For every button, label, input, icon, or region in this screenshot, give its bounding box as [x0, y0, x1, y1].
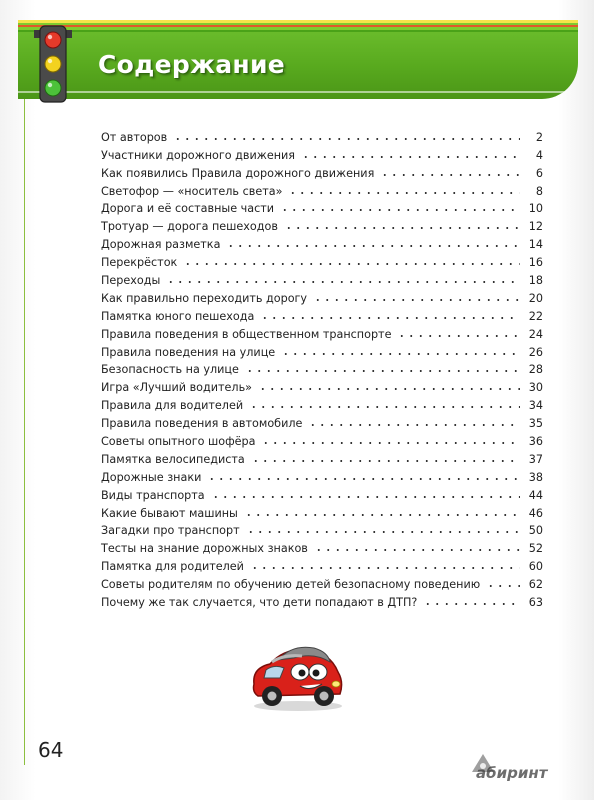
toc-entry-title: Какие бывают машины: [101, 506, 238, 520]
watermark-text: абиринт: [476, 764, 548, 782]
toc-leader-dots: [260, 310, 520, 320]
toc-leader-dots: [280, 202, 520, 212]
toc-entry-page: 34: [528, 399, 543, 413]
toc-leader-dots: [397, 328, 520, 338]
toc-entry-title: Переходы: [101, 274, 161, 288]
toc-leader-dots: [245, 363, 520, 373]
toc-entry-page: 62: [528, 578, 543, 592]
toc-leader-dots: [380, 167, 520, 177]
toc-leader-dots: [258, 381, 520, 391]
traffic-light-visor-left: [34, 30, 40, 38]
toc-entry-title: Светофор — «носитель света»: [101, 184, 283, 198]
toc-entry: [101, 126, 543, 144]
toc-entry-page: 22: [528, 309, 543, 323]
toc-entry: [101, 502, 543, 520]
toc-leader-dots: [183, 256, 520, 266]
toc-entry-page: 28: [528, 363, 543, 377]
toc-entry: [101, 484, 543, 502]
toc-entry-title: Правила для водителей: [101, 399, 244, 413]
toc-entry-title: Советы опытного шофёра: [101, 435, 256, 449]
toc-entry-title: Перекрёсток: [101, 256, 178, 270]
toc-entry-title: Как появились Правила дорожного движения: [101, 166, 375, 180]
toc-entry: [101, 412, 543, 430]
toc-entry: [101, 198, 543, 216]
traffic-light-red: [45, 32, 61, 48]
toc-entry: [101, 466, 543, 484]
toc-entry: [101, 520, 543, 538]
toc-entry-title: Безопасность на улице: [101, 363, 239, 377]
page-number: 64: [38, 738, 64, 762]
toc-entry-page: 24: [528, 327, 543, 341]
toc-entry-page: 36: [528, 435, 543, 449]
toc-entry-title: Тротуар — дорога пешеходов: [101, 220, 278, 234]
toc-entry-page: 2: [535, 130, 543, 144]
traffic-light-visor-right: [66, 30, 72, 38]
toc-entry-page: 4: [535, 148, 543, 162]
toc-entry: [101, 162, 543, 180]
toc-entry: [101, 233, 543, 251]
toc-leader-dots: [251, 453, 520, 463]
toc-entry-page: 8: [535, 184, 543, 198]
toc-leader-dots: [308, 417, 520, 427]
toc-entry-page: 60: [528, 560, 543, 574]
toc-entry-page: 44: [528, 488, 543, 502]
traffic-light-icon: [32, 24, 74, 106]
toc-entry-title: Почему же так случается, что дети попадают в ДТП?: [101, 596, 418, 610]
toc-leader-dots: [288, 185, 520, 195]
toc-entry-page: 6: [535, 166, 543, 180]
toc-entry: [101, 448, 543, 466]
toc-entry: [101, 180, 543, 198]
toc-entry-page: 26: [528, 345, 543, 359]
toc-entry-page: 63: [528, 596, 543, 610]
toc-entry-page: 52: [528, 542, 543, 556]
toc-entry-page: 18: [528, 274, 543, 288]
toc-entry-page: 14: [528, 238, 543, 252]
toc-leader-dots: [246, 524, 520, 534]
toc-entry: [101, 394, 543, 412]
toc-leader-dots: [207, 471, 520, 481]
toc-entry-title: Виды транспорта: [101, 488, 205, 502]
page-title: Содержание: [98, 50, 286, 79]
toc-entry-title: Памятка для родителей: [101, 560, 244, 574]
toc-entry-title: Игра «Лучший водитель»: [101, 381, 253, 395]
cartoon-car-illustration: [244, 638, 348, 712]
toc-entry: [101, 376, 543, 394]
traffic-light-yellow: [45, 56, 61, 72]
toc-entry-page: 37: [528, 452, 543, 466]
toc-entry-page: 16: [528, 256, 543, 270]
toc-leader-dots: [314, 542, 520, 552]
toc-leader-dots: [423, 596, 520, 606]
toc-entry-title: Дорожные знаки: [101, 470, 202, 484]
table-of-contents: [101, 126, 543, 609]
toc-entry-title: Правила поведения на улице: [101, 345, 276, 359]
toc-leader-dots: [284, 220, 520, 230]
toc-entry-title: Правила поведения в общественном транспорте: [101, 327, 392, 341]
toc-entry-title: Дорожная разметка: [101, 238, 221, 252]
toc-leader-dots: [301, 149, 520, 159]
toc-entry-title: Участники дорожного движения: [101, 148, 296, 162]
traffic-light-green: [45, 80, 61, 96]
toc-entry: [101, 359, 543, 377]
toc-entry: [101, 144, 543, 162]
toc-entry-title: Советы родителям по обучению детей безопасному поведению: [101, 578, 481, 592]
toc-entry: [101, 215, 543, 233]
toc-entry-page: 10: [528, 202, 543, 216]
toc-entry-page: 38: [528, 470, 543, 484]
toc-entry-page: 35: [528, 417, 543, 431]
toc-leader-dots: [249, 399, 520, 409]
toc-leader-dots: [313, 292, 520, 302]
toc-entry-title: Как правильно переходить дорогу: [101, 291, 308, 305]
toc-entry-title: Памятка юного пешехода: [101, 309, 255, 323]
toc-entry: [101, 323, 543, 341]
header-stripes: [18, 20, 578, 32]
toc-leader-dots: [281, 346, 520, 356]
toc-entry-page: 46: [528, 506, 543, 520]
toc-leader-dots: [486, 578, 520, 588]
toc-entry: [101, 251, 543, 269]
toc-entry: [101, 341, 543, 359]
toc-leader-dots: [211, 489, 520, 499]
toc-leader-dots: [261, 435, 520, 445]
toc-leader-dots: [226, 238, 520, 248]
toc-entry: [101, 573, 543, 591]
toc-entry: [101, 430, 543, 448]
toc-entry-page: 50: [528, 524, 543, 538]
toc-leader-dots: [166, 274, 520, 284]
toc-entry-page: 30: [528, 381, 543, 395]
toc-entry-title: Памятка велосипедиста: [101, 452, 245, 466]
page-margin-rule: [24, 20, 25, 765]
toc-entry: [101, 591, 543, 609]
toc-entry-page: 12: [528, 220, 543, 234]
toc-entry-title: Тесты на знание дорожных знаков: [101, 542, 308, 556]
toc-entry: [101, 555, 543, 573]
toc-leader-dots: [244, 507, 520, 517]
toc-entry-title: От авторов: [101, 130, 168, 144]
toc-leader-dots: [173, 131, 520, 141]
toc-entry: [101, 305, 543, 323]
toc-leader-dots: [250, 560, 520, 570]
header-shine: [18, 91, 578, 93]
toc-entry: [101, 537, 543, 555]
toc-entry-title: Дорога и её составные части: [101, 202, 275, 216]
toc-entry-title: Загадки про транспорт: [101, 524, 240, 538]
toc-entry: [101, 269, 543, 287]
toc-entry-page: 20: [528, 291, 543, 305]
toc-entry: [101, 287, 543, 305]
toc-entry-title: Правила поведения в автомобиле: [101, 417, 303, 431]
